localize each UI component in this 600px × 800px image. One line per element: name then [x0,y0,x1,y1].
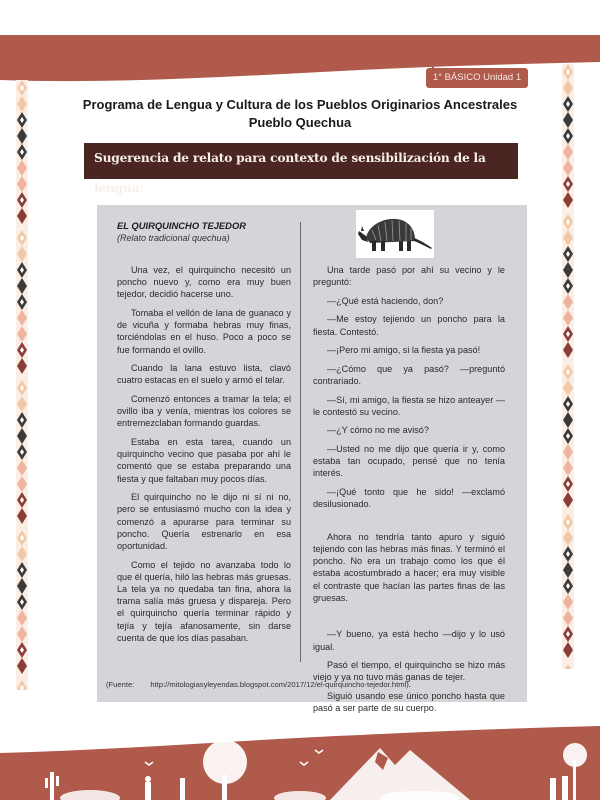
armadillo-icon [356,210,434,258]
grade-badge: 1° BÁSICO Unidad 1 [426,68,528,88]
story-paragraph: —Me estoy tejiendo un poncho para la fiesta. Contestó. [313,314,505,337]
story-paragraph: Ahora no tendría tanto apuro y siguió tejiendo con las hebras más finas. Y terminó el poncho. No era un trabajo como los que él estaba acostumbrado a hacer; era muy visible el contraste que hacían las partes finas de las gruesas. [313,531,505,603]
left-woven-border [16,80,28,690]
story-paragraph: —Usted no me dijo que quería ir y, como estaba tan ocupado, pensé que no tenía interés. [313,443,505,479]
story-paragraph: Como el tejido no avanzaba todo lo que él quería, hiló las hebras más gruesas. La tela ya no quedaba tan fina, ahora la trama salía más gruesa y dispareja. Pero el quirquincho quería terminar rápido y tejía y tejía afanosamente, sin darse cuenta de que los días pasaban. [117,559,291,643]
story-right-column [313,264,505,721]
story-paragraph: Pasó el tiempo, el quirquincho se hizo más viejo y ya no tuvo más ganas de tejer. [313,660,505,683]
source-url: http://mitologiasyleyendas.blogspot.com/2017/12/el-quirquincho-tejedor.html). [150,680,411,689]
story-paragraph: —¿Qué está haciendo, don? [327,295,444,306]
story-paragraph: Una vez, el quirquincho necesitó un poncho nuevo y, como era muy buen tejedor, decidió hacerse uno. [117,265,291,300]
story-paragraph: Tomaba el vellón de lana de guanaco y de vicuña y formaba hebras muy finas, torciéndolas en el huso. Poco a poco se fue formando el ovillo. [117,308,291,355]
program-title-line1: Programa de Lengua y Cultura de los Pueblos Originarios Ancestrales [82,97,518,112]
source-label: (Fuente: [106,680,135,689]
story-paragraph: —¿Cómo que ya pasó? —preguntó contrariado. [313,363,505,386]
story-paragraph: —¡Qué tonto que he sido! —exclamó desilusionado. [313,486,505,510]
story-title: EL QUIRQUINCHO TEJEDOR [117,220,247,231]
story-paragraph: Siguió usando ese único poncho hasta que pasó a ser parte de su cuerpo. [313,690,505,714]
story-paragraph: Una tarde pasó por ahí su vecino y le preguntó: [313,265,505,288]
armadillo-illustration [356,210,434,258]
story-paragraph: Comenzó entonces a tramar la tela; el ovillo iba y venía, mientras los colores se entremezclaban formando guardas. [117,394,291,429]
source-citation [106,680,411,689]
story-left-column [117,264,291,650]
right-woven-border [562,64,574,669]
column-divider [300,222,301,662]
story-paragraph: —¿Y cómo no me avisó? [327,425,429,436]
story-paragraph: —Sí, mi amigo, la fiesta se hizo anteayer —le contestó su vecino. [313,394,505,417]
story-paragraph: —¡Pero mi amigo, si la fiesta ya pasó! [327,345,481,356]
program-title [60,96,540,132]
story-paragraph: Estaba en esta tarea, cuando un quirquincho vecino que pasaba por ahí le comentó que se estaba preparando una fiesta y que faltaban muy pocos días. [117,437,291,484]
story-paragraph: —Y bueno, ya está hecho —dijo y lo usó igual. [313,629,505,652]
story-subtitle: (Relato tradicional quechua) [117,233,230,243]
section-banner: Sugerencia de relato para contexto de sensibilización de la lengua: [84,143,518,179]
program-title-line2: Pueblo Quechua [248,115,352,130]
story-paragraph: El quirquincho no le dijo ni sí ni no, pero se entusiasmó mucho con la idea y comenzó a apurarse para terminar su poncho. Quería estrenarlo en esa oportunidad. [117,492,291,552]
story-paragraph: Cuando la lana estuvo lista, clavó cuatro estacas en el suelo y armó el telar. [117,363,291,386]
bottom-landscape-band [0,720,600,800]
